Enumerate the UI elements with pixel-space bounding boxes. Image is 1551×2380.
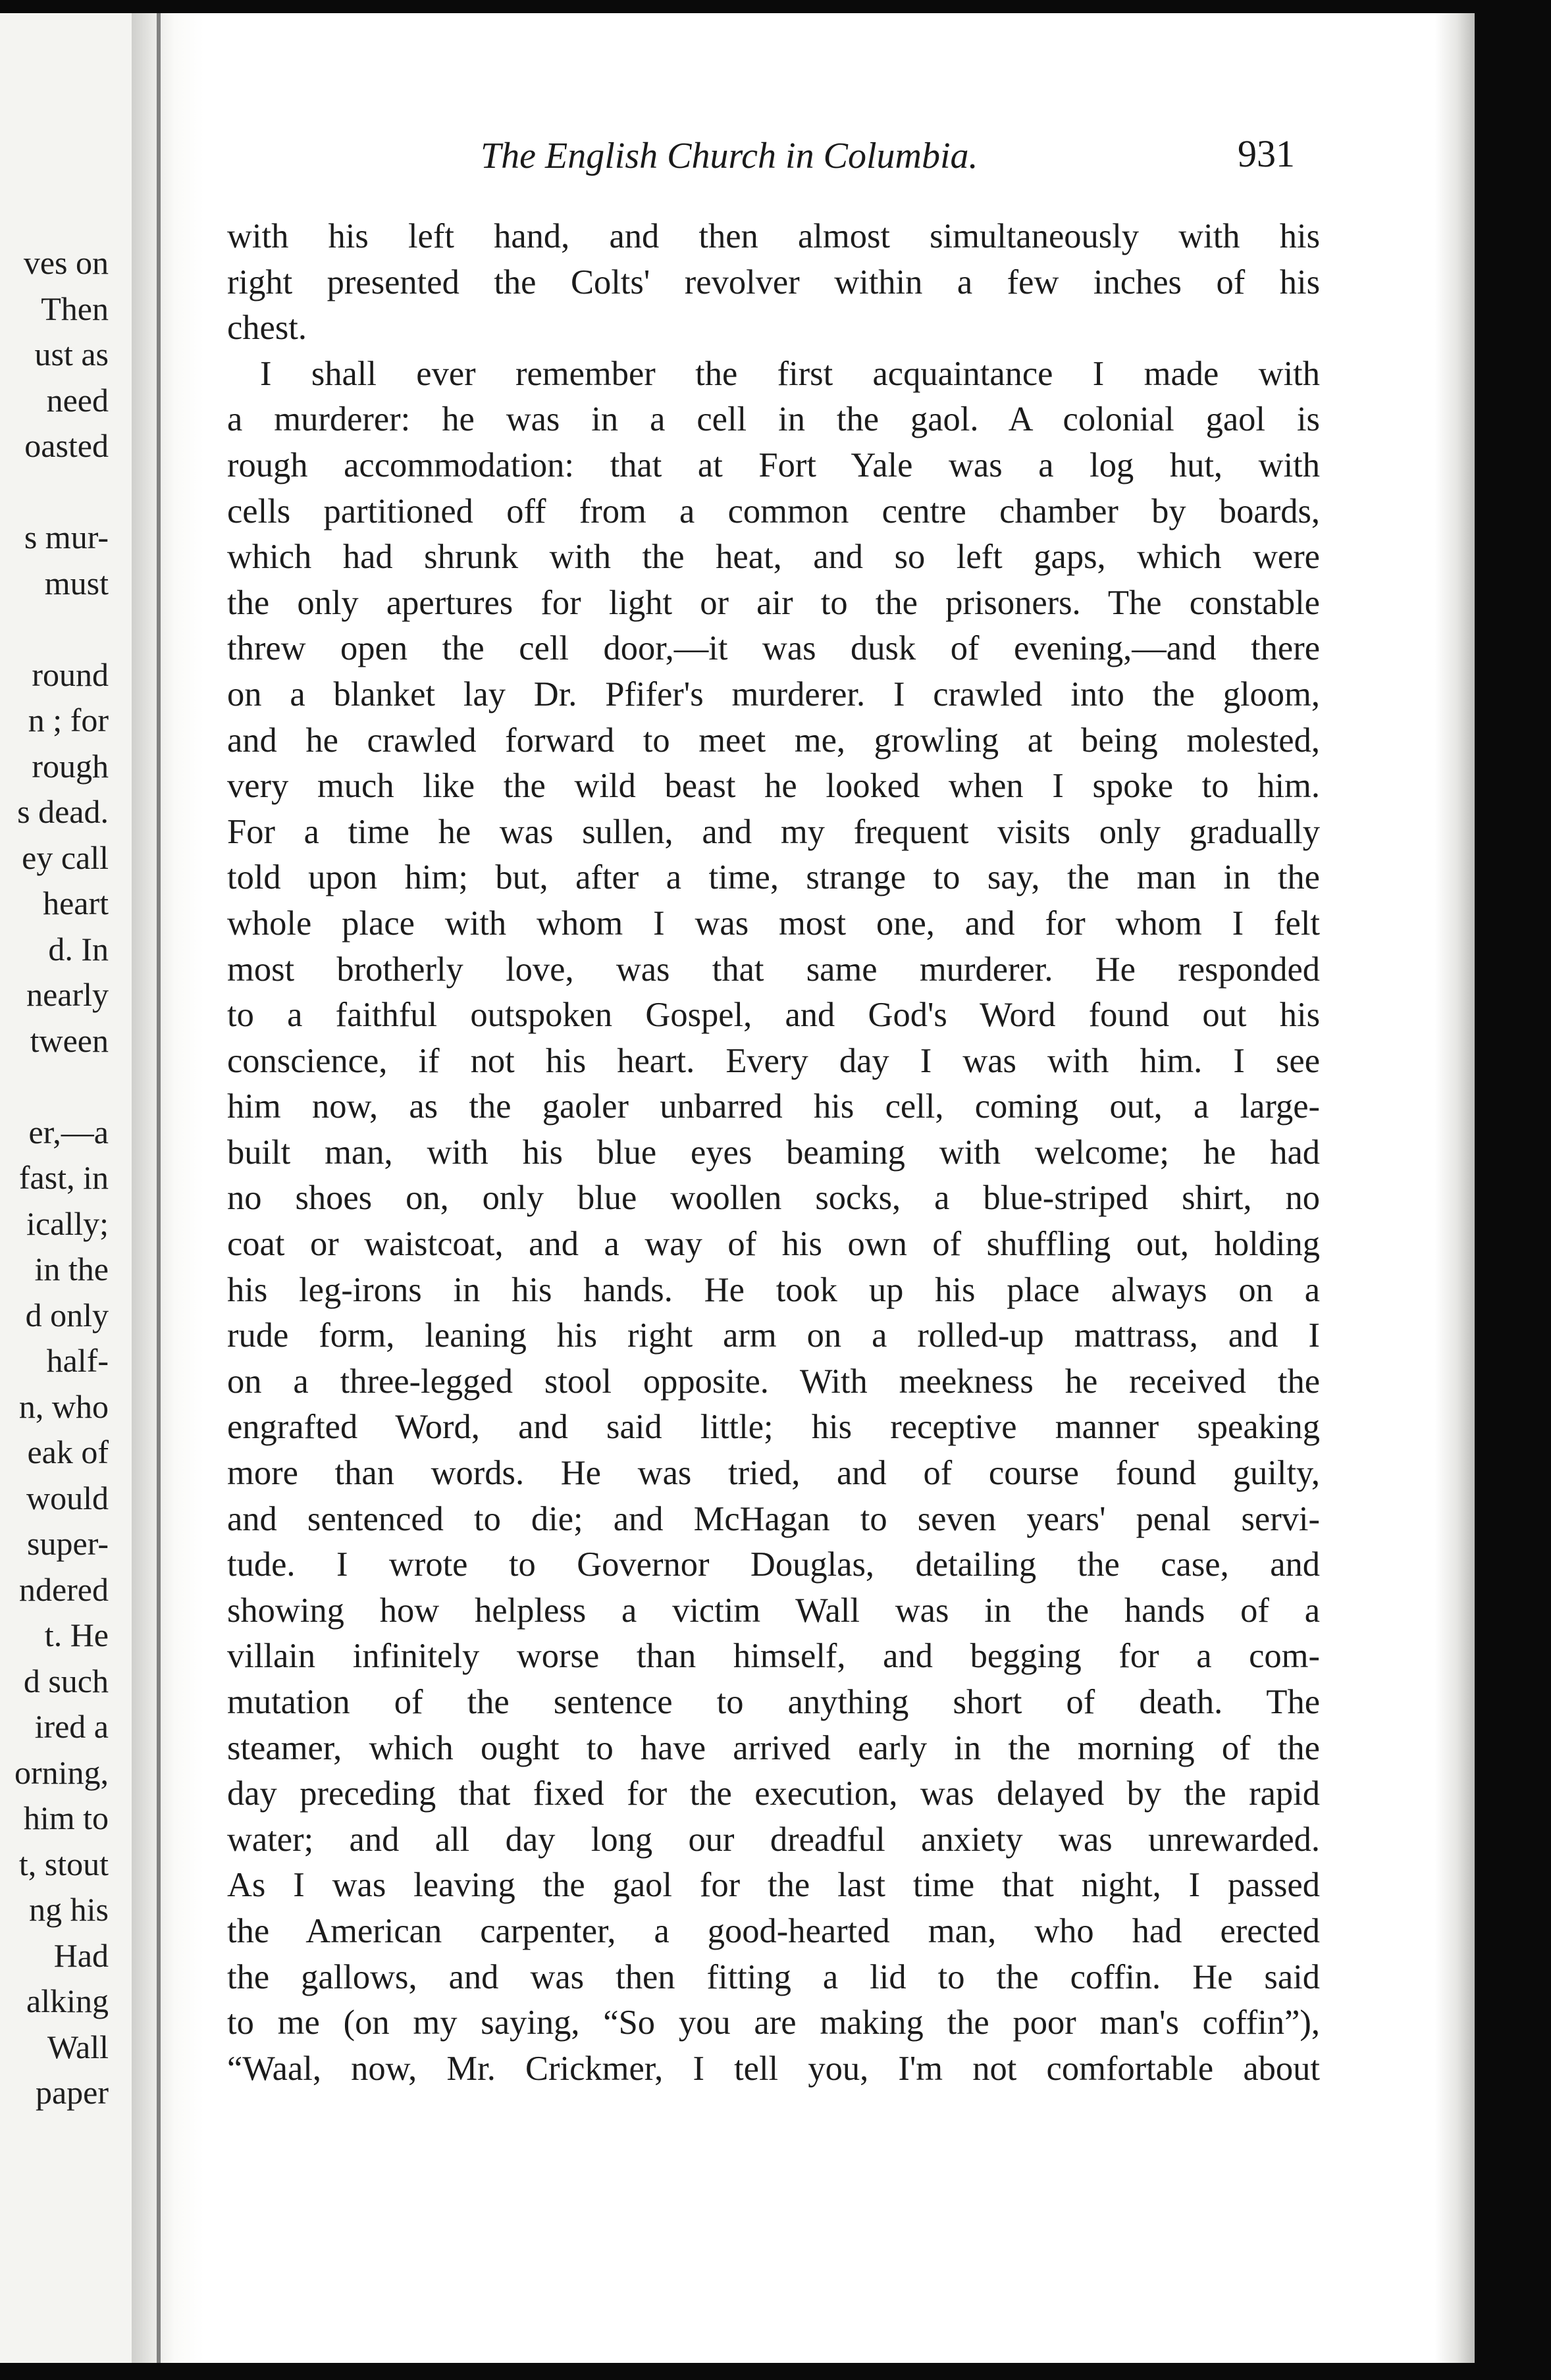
fragment-line: fast, in	[18, 1159, 109, 1196]
text-line: and he crawled forward to meet me, growling at being molested,	[227, 721, 1320, 760]
fragment-line: d only	[25, 1296, 109, 1333]
fragment-line: rough	[32, 747, 109, 785]
fragment-line: him to	[23, 1799, 109, 1836]
fragment-line: d such	[23, 1662, 109, 1699]
text-line: him now, as the gaoler unbarred his cell, coming out, a large-	[227, 1087, 1320, 1126]
text-line: more than words. He was tried, and of course found guilty,	[227, 1454, 1320, 1493]
fragment-line: orning,	[14, 1753, 109, 1791]
fragment-line: nearly	[26, 976, 109, 1013]
page-edge-shadow	[1435, 13, 1475, 2363]
binding-gutter	[132, 13, 204, 2376]
fragment-line: n ; for	[28, 702, 109, 738]
text-line: the only apertures for light or air to the prisoners. The constable	[227, 583, 1320, 622]
fragment-line: n, who	[18, 1387, 109, 1425]
fragment-line: need	[46, 381, 109, 419]
fragment-line: would	[26, 1479, 109, 1516]
text-line: no shoes on, only blue woollen socks, a blue-striped shirt, no	[227, 1179, 1320, 1218]
fragment-line: must	[44, 564, 109, 602]
text-line: which had shrunk with the heat, and so left gaps, which were	[227, 538, 1320, 577]
fragment-line: heart	[43, 885, 109, 921]
text-line: rough accommodation: that at Fort Yale was a log hut, with	[227, 446, 1320, 484]
text-line: a murderer: he was in a cell in the gaol. A colonial gaol is	[227, 400, 1320, 439]
text-line: mutation of the sentence to anything short of death. The	[227, 1683, 1320, 1721]
fragment-line: paper	[35, 2074, 109, 2111]
fragment-line: Had	[53, 1936, 109, 1974]
text-line: and sentenced to die; and McHagan to seven years' penal servi-	[227, 1499, 1320, 1538]
text-line: on a three-legged stool opposite. With meekness he received the	[227, 1362, 1320, 1401]
text-line: whole place with whom I was most one, and for whom I felt	[227, 904, 1320, 943]
text-line: tude. I wrote to Governor Douglas, detailing the case, and	[227, 1545, 1320, 1584]
running-head: The English Church in Columbia.	[481, 136, 978, 176]
fragment-line: ust as	[34, 336, 109, 373]
fragment-line: oasted	[24, 427, 109, 464]
fragment-line: in the	[34, 1251, 109, 1287]
body-text	[227, 214, 1320, 2092]
text-line: told upon him; but, after a time, strange to say, the man in the	[227, 858, 1320, 897]
text-line: the gallows, and was then fitting a lid to the coffin. He said	[227, 1957, 1320, 1996]
text-line: with his left hand, and then almost simultaneously with his	[227, 217, 1320, 255]
text-line: water; and all day long our dreadful anxiety was unrewarded.	[227, 1820, 1320, 1859]
fragment-line: er,—a	[28, 1113, 109, 1151]
fragment-line: tween	[30, 1022, 109, 1059]
text-line: built man, with his blue eyes beaming with welcome; he had	[227, 1133, 1320, 1172]
scan-bottom-edge	[0, 2363, 1551, 2380]
fragment-gap	[0, 1064, 109, 1110]
fragment-line: ng his	[29, 1891, 109, 1928]
fragment-line: alking	[26, 1982, 109, 2019]
text-line: threw open the cell door,—it was dusk of evening,—and there	[227, 629, 1320, 668]
fragment-line: Then	[41, 290, 109, 327]
text-line: cells partitioned off from a common centre chamber by boards,	[227, 492, 1320, 530]
text-line: steamer, which ought to have arrived early in the morning of the	[227, 1728, 1320, 1767]
fragment-line: ndered	[18, 1570, 109, 1608]
text-line: “Waal, now, Mr. Crickmer, I tell you, I'm not comfortable about	[227, 2049, 1320, 2088]
text-line: villain infinitely worse than himself, and begging for a com-	[227, 1637, 1320, 1676]
text-line: engrafted Word, and said little; his receptive manner speaking	[227, 1408, 1320, 1447]
text-line: showing how helpless a victim Wall was in the hands of a	[227, 1591, 1320, 1630]
text-line: right presented the Colts' revolver within a few inches of his	[227, 263, 1320, 301]
fragment-line: round	[32, 656, 109, 693]
text-line: As I was leaving the gaol for the last time that night, I passed	[227, 1866, 1320, 1905]
fragment-line: t, stout	[18, 1845, 109, 1882]
text-line: I shall ever remember the first acquaintance I made with	[260, 354, 1320, 393]
fragment-gap	[0, 469, 109, 515]
text-line: day preceding that fixed for the execution, was delayed by the rapid	[227, 1774, 1320, 1813]
text-line: coat or waistcoat, and a way of his own of shuffling out, holding	[227, 1225, 1320, 1264]
fragment-line: ey call	[22, 839, 109, 876]
fragment-line: ves on	[23, 244, 109, 281]
text-line: very much like the wild beast he looked when I spoke to him.	[227, 767, 1320, 806]
fragment-line: s dead.	[17, 793, 109, 830]
text-line: For a time he was sullen, and my frequent visits only gradually	[227, 812, 1320, 851]
text-line: on a blanket lay Dr. Pfifer's murderer. I crawled into the gloom,	[227, 675, 1320, 713]
text-line: to a faithful outspoken Gospel, and God's Word found out his	[227, 996, 1320, 1035]
binding-fold-line	[157, 13, 161, 2376]
text-line: most brotherly love, was that same murderer. He responded	[227, 950, 1320, 989]
text-line: chest.	[227, 309, 307, 348]
text-line: rude form, leaning his right arm on a rolled-up mattrass, and I	[227, 1316, 1320, 1355]
text-line: conscience, if not his heart. Every day I was with him. I see	[227, 1041, 1320, 1080]
text-line: to me (on my saying, “So you are making the poor man's coffin”),	[227, 2004, 1320, 2042]
previous-page-text	[0, 240, 109, 2116]
fragment-line: eak of	[27, 1434, 109, 1470]
fragment-line: ically;	[26, 1204, 109, 1242]
fragment-line: super-	[27, 1525, 109, 1562]
text-line: his leg-irons in his hands. He took up his place always on a	[227, 1270, 1320, 1309]
fragment-gap	[0, 606, 109, 652]
fragment-line: d. In	[48, 930, 109, 968]
page-number: 931	[1238, 132, 1295, 175]
fragment-line: ired a	[34, 1708, 109, 1745]
fragment-line: half-	[46, 1342, 109, 1379]
fragment-line: s mur-	[24, 519, 109, 556]
fragment-line: Wall	[47, 2028, 109, 2065]
fragment-line: t. He	[44, 1617, 109, 1653]
text-line: the American carpenter, a good-hearted man, who had erected	[227, 1911, 1320, 1950]
